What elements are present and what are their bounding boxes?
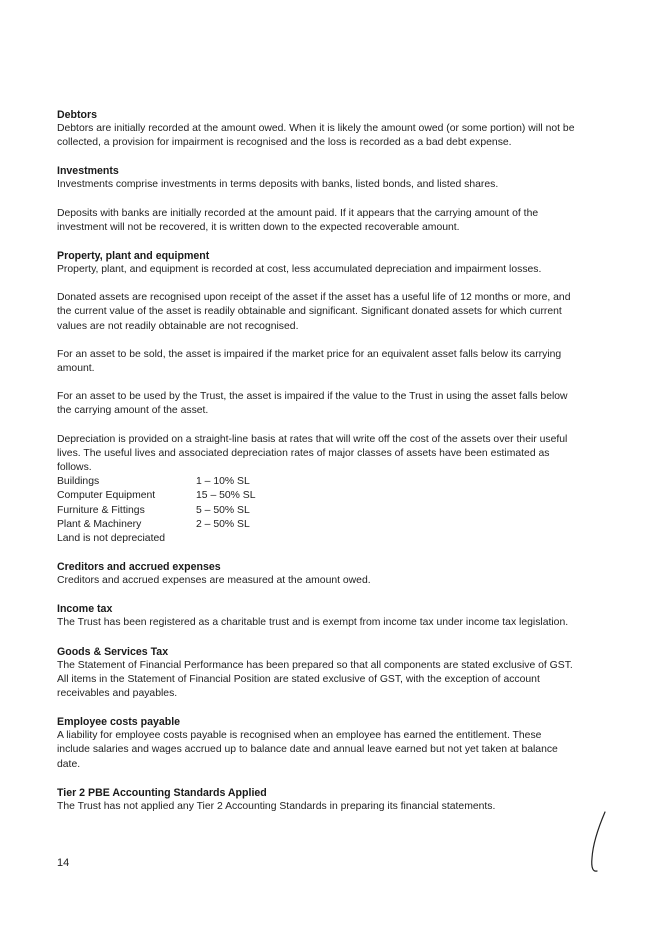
section-heading: Goods & Services Tax <box>57 645 169 658</box>
section-heading: Debtors <box>57 109 98 121</box>
rate-row <box>57 475 577 489</box>
asset-class: Computer Equipment <box>57 490 156 502</box>
section-heading: Property, plant and equipment <box>57 250 210 263</box>
section-paragraph: For an asset to be used by the Trust, the asset is impaired if the value to the Trust in using the asset falls below the carrying amount of the asset. <box>57 391 568 417</box>
section-paragraph: The Trust has not applied any Tier 2 Accounting Standards in preparing its financial statements. <box>57 800 496 812</box>
asset-class: Buildings <box>57 476 100 488</box>
section-debtors <box>57 108 577 150</box>
document-body <box>57 108 577 828</box>
land-note: Land is not depreciated <box>57 533 166 545</box>
rate-row <box>57 489 577 503</box>
section-paragraph: Depreciation is provided on a straight-line basis at rates that will write off the cost of the assets over their useful lives. The useful lives and associated depreciation rates of major classes of assets have been estimated as follows. <box>57 433 568 474</box>
section-paragraph: The Trust has been registered as a charitable trust and is exempt from income tax under income tax legislation. <box>57 617 569 629</box>
depreciation-rate: 2 – 50% SL <box>196 518 250 530</box>
depreciation-rate: 15 – 50% SL <box>196 490 256 502</box>
asset-class: Plant & Machinery <box>57 518 142 530</box>
section-heading: Creditors and accrued expenses <box>57 561 221 574</box>
section-paragraph: Deposits with banks are initially recorded at the amount paid. If it appears that the carrying amount of the investment will not be recovered, it is written down to the expected recoverable amount. <box>57 207 539 233</box>
section-property-plant-equipment <box>57 249 577 546</box>
section-employee-costs <box>57 715 577 772</box>
section-paragraph: A liability for employee costs payable is recognised when an employee has earned the entitlement. These include salaries and wages accrued up to balance date and annual leave earned but not yet taken at balance date. <box>57 730 558 770</box>
signature-mark <box>585 808 615 878</box>
asset-class: Furniture & Fittings <box>57 504 145 516</box>
rate-row <box>57 504 577 518</box>
section-paragraph: Property, plant, and equipment is recorded at cost, less accumulated depreciation and impairment losses. <box>57 264 542 276</box>
section-heading: Income tax <box>57 603 113 616</box>
section-income-tax <box>57 602 577 630</box>
page-number: 14 <box>57 857 70 869</box>
section-paragraph: For an asset to be sold, the asset is impaired if the market price for an equivalent asset falls below its carrying amount. <box>57 348 562 375</box>
section-tier2-standards <box>57 786 577 814</box>
section-paragraph: The Statement of Financial Performance has been prepared so that all components are stated exclusive of GST. All items in the Statement of Financial Position are stated exclusive of GST, with the exception of account receivables and payables. <box>57 659 573 700</box>
section-paragraph: Creditors and accrued expenses are measured at the amount owed. <box>57 575 371 587</box>
depreciation-rate: 1 – 10% SL <box>196 476 250 488</box>
section-creditors <box>57 560 577 588</box>
rate-row <box>57 518 577 532</box>
section-heading: Tier 2 PBE Accounting Standards Applied <box>57 786 267 799</box>
section-paragraph: Donated assets are recognised upon receipt of the asset if the asset has a useful life of 12 months or more, and the current value of the asset is readily obtainable and significant. Significant donated assets for which current values are not readily obtainable are not recognised. <box>57 292 571 332</box>
depreciation-rate: 5 – 50% SL <box>196 504 250 516</box>
section-heading: Employee costs payable <box>57 716 181 729</box>
section-heading: Investments <box>57 165 119 178</box>
section-investments <box>57 164 577 235</box>
section-gst <box>57 645 577 702</box>
section-paragraph: Investments comprise investments in terms deposits with banks, listed bonds, and listed shares. <box>57 179 499 191</box>
section-paragraph: Debtors are initially recorded at the amount owed. When it is likely the amount owed (or some portion) will not be collected, a provision for impairment is recognised and the loss is recorded as a bad debt expense. <box>57 123 575 149</box>
depreciation-rates-table <box>57 475 577 532</box>
